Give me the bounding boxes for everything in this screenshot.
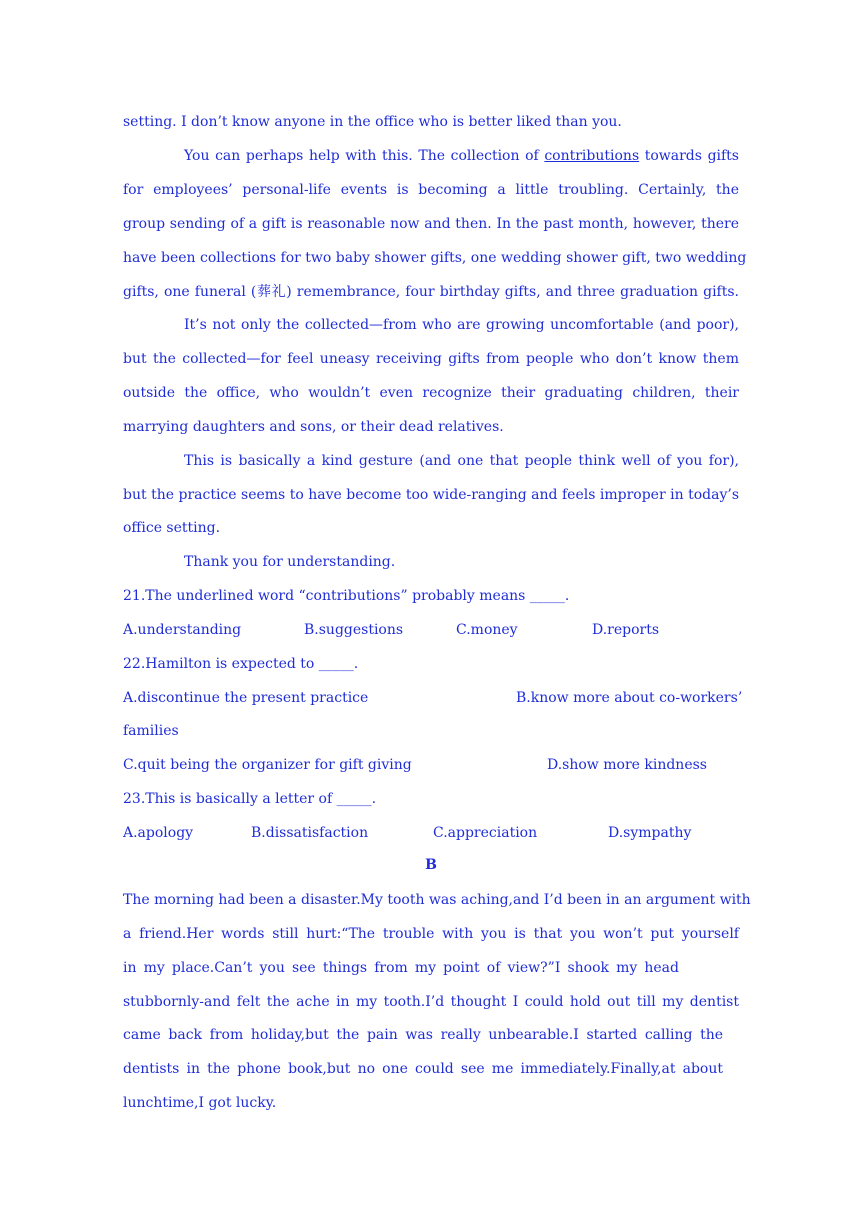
paragraph-line: have been collections for two baby shower gifts, one wedding shower gift, two wedding	[123, 250, 747, 266]
text-span: You can perhaps help with this. The collection of	[184, 148, 539, 164]
paragraph-line: office setting.	[123, 520, 221, 536]
paragraph-line: dentists in the phone book,but no one could see me immediately.Finally,at about	[123, 1061, 723, 1077]
option-b: B.know more about co-workers’	[516, 690, 743, 706]
option-b: B.dissatisfaction	[251, 825, 369, 841]
paragraph-line: Thank you for understanding.	[184, 554, 396, 570]
question-stem: 23.This is basically a letter of _____.	[123, 791, 377, 807]
option-d: D.reports	[592, 622, 660, 638]
paragraph-line: came back from holiday,but the pain was really unbearable.I started calling the	[123, 1027, 723, 1043]
question-stem: 21.The underlined word “contributions” probably means _____.	[123, 588, 570, 604]
option-c: C.quit being the organizer for gift giving	[123, 757, 412, 773]
option-b-continued: families	[123, 723, 179, 739]
question-stem: 22.Hamilton is expected to _____.	[123, 656, 359, 672]
paragraph-line: marrying daughters and sons, or their dead relatives.	[123, 419, 504, 435]
option-b: B.suggestions	[304, 622, 404, 638]
underlined-word: contributions	[544, 148, 640, 164]
paragraph-line: The morning had been a disaster.My tooth was aching,and I’d been in an argument with	[123, 892, 751, 908]
option-d: D.show more kindness	[547, 757, 707, 773]
paragraph-line: for employees’ personal-life events is becoming a little troubling. Certainly, the	[123, 182, 739, 198]
paragraph-line: but the collected—for feel uneasy receiving gifts from people who don’t know them	[123, 351, 739, 367]
paragraph-line: a friend.Her words still hurt:“The trouble with you is that you won’t put yourself	[123, 926, 739, 942]
text-span: towards gifts	[644, 148, 739, 164]
paragraph-line: setting. I don’t know anyone in the office who is better liked than you.	[123, 114, 622, 130]
option-c: C.appreciation	[433, 825, 538, 841]
paragraph-line: outside the office, who wouldn’t even recognize their graduating children, their	[123, 385, 739, 401]
option-a: A.apology	[123, 825, 194, 841]
option-d: D.sympathy	[608, 825, 692, 841]
paragraph-line: stubbornly-and felt the ache in my tooth.I’d thought I could hold out till my dentist	[123, 994, 739, 1010]
option-c: C.money	[456, 622, 518, 638]
paragraph-line	[184, 146, 739, 166]
option-a: A.discontinue the present practice	[123, 690, 369, 706]
paragraph-line: This is basically a kind gesture (and one that people think well of you for),	[184, 453, 739, 469]
paragraph-line: group sending of a gift is reasonable now and then. In the past month, however, there	[123, 216, 739, 232]
paragraph-line: lunchtime,I got lucky.	[123, 1095, 277, 1111]
option-a: A.understanding	[123, 622, 242, 638]
paragraph-line: in my place.Can’t you see things from my point of view?”I shook my head	[123, 960, 679, 976]
section-title: B	[425, 857, 437, 873]
paragraph-line: gifts, one funeral (葬礼) remembrance, four birthday gifts, and three graduation gifts.	[123, 284, 739, 300]
paragraph-line: but the practice seems to have become too wide-ranging and feels improper in today’s	[123, 487, 739, 503]
paragraph-line: It’s not only the collected—from who are growing uncomfortable (and poor),	[184, 317, 739, 333]
